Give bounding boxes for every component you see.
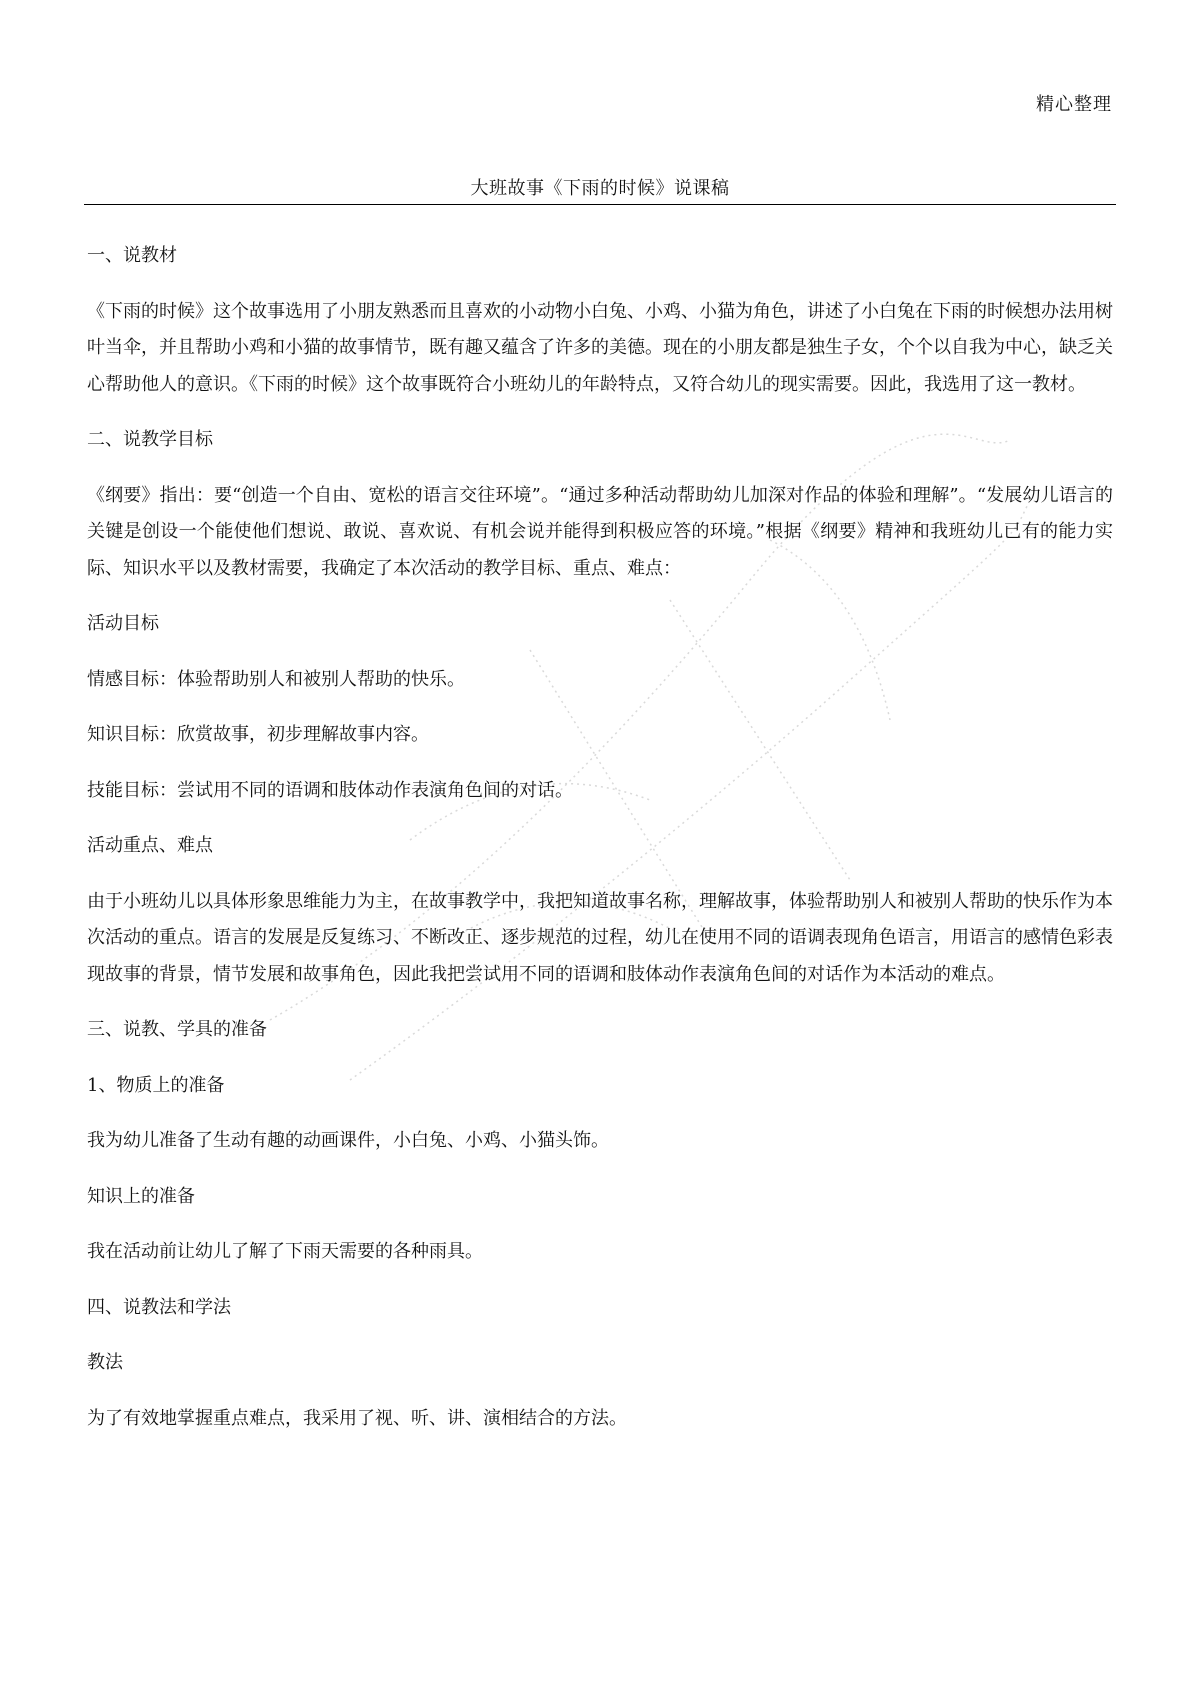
subheading-knowledge-prep: 知识上的准备 bbox=[87, 1185, 195, 1207]
subheading-teaching-method: 教法 bbox=[87, 1352, 123, 1373]
document-body bbox=[87, 238, 1113, 1456]
section-heading-materials: 一、说教材 bbox=[87, 245, 177, 266]
body-paragraph: 由于小班幼儿以具体形象思维能力为主，在故事教学中，我把知道故事名称，理解故事，体验帮助别人和被别人帮助的快乐作为本次活动的重点。语言的发展是反复练习、不断改正、逐步规范的过程，幼儿在使用不同的语调表现角色语言，用语言的感情色彩表现故事的背景，情节发展和故事角色，因此我把尝试用不同的语调和肢体动作表演角色间的对话作为本活动的难点。 bbox=[87, 890, 1113, 985]
section-heading-methods: 四、说教法和学法 bbox=[87, 1296, 231, 1318]
subheading-activity-goals: 活动目标 bbox=[87, 613, 159, 634]
header-tag: 精心整理 bbox=[1036, 94, 1112, 115]
body-paragraph: 我在活动前让幼儿了解了下雨天需要的各种雨具。 bbox=[87, 1241, 483, 1262]
body-paragraph: 《下雨的时候》这个故事选用了小朋友熟悉而且喜欢的小动物小白兔、小鸡、小猫为角色，讲述了小白兔在下雨的时候想办法用树叶当伞，并且帮助小鸡和小猫的故事情节，既有趣又蕴含了许多的美德。现在的小朋友都是独生子女，个个以自我为中心，缺乏关心帮助他人的意识。《下雨的时候》这个故事既符合小班幼儿的年龄特点，又符合幼儿的现实需要。因此，我选用了这一教材。 bbox=[87, 300, 1113, 395]
body-paragraph: 为了有效地掌握重点难点，我采用了视、听、讲、演相结合的方法。 bbox=[87, 1407, 627, 1429]
subheading-material-prep: 1、物质上的准备 bbox=[87, 1074, 225, 1096]
body-paragraph: 《纲要》指出：要“创造一个自由、宽松的语言交往环境”。“通过多种活动帮助幼儿加深对作品的体验和理解”。“发展幼儿语言的关键是创设一个能使他们想说、敢说、喜欢说、有机会说并能得到积极应答的环境。”根据《纲要》精神和我班幼儿已有的能力实际、知识水平以及教材需要，我确定了本次活动的教学目标、重点、难点： bbox=[87, 484, 1113, 579]
subheading-key-points: 活动重点、难点 bbox=[87, 835, 213, 856]
section-heading-preparation: 三、说教、学具的准备 bbox=[87, 1019, 267, 1040]
section-heading-goals: 二、说教学目标 bbox=[87, 429, 213, 450]
document-title: 大班故事《下雨的时候》说课稿 bbox=[470, 178, 730, 199]
goal-item-knowledge: 知识目标：欣赏故事，初步理解故事内容。 bbox=[87, 724, 429, 745]
goal-item-emotion: 情感目标：体验帮助别人和被别人帮助的快乐。 bbox=[87, 668, 465, 690]
body-paragraph: 我为幼儿准备了生动有趣的动画课件，小白兔、小鸡、小猫头饰。 bbox=[87, 1130, 609, 1151]
goal-item-skill: 技能目标：尝试用不同的语调和肢体动作表演角色间的对话。 bbox=[87, 779, 573, 801]
title-divider bbox=[84, 204, 1116, 205]
